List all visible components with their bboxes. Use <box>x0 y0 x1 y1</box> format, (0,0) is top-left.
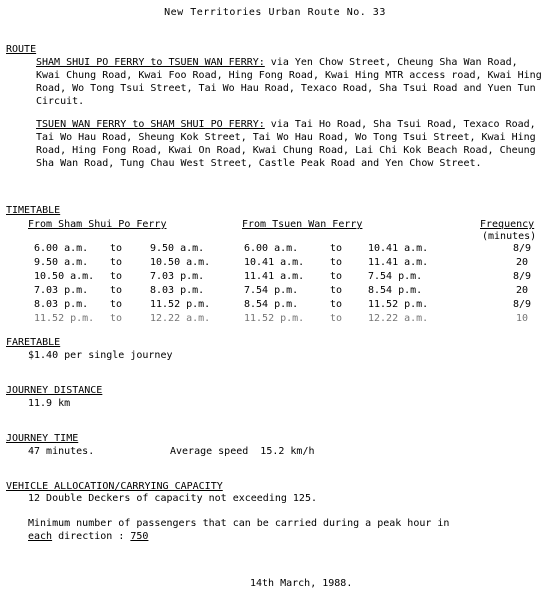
timetable-col-tsuen-wan: From Tsuen Wan Ferry <box>242 219 363 230</box>
journey-time-heading: JOURNEY TIME <box>6 433 79 444</box>
peak-capacity-text: Minimum number of passengers that can be carried during a peak hour in <box>28 518 450 529</box>
tw-end-time: 10.41 a.m. <box>368 243 429 254</box>
average-speed: Average speed 15.2 km/h <box>170 446 315 457</box>
vehicle-allocation: 12 Double Deckers of capacity not exceeding 125. <box>28 493 317 504</box>
ssp-to: to <box>110 285 123 296</box>
frequency-value: 20 <box>515 257 529 268</box>
ssp-start-time: 11.52 p.m. <box>34 313 95 324</box>
tw-end-time: 11.52 p.m. <box>368 299 429 310</box>
route-2-direction: TSUEN WAN FERRY to SHAM SHUI PO FERRY: <box>36 119 265 130</box>
timetable-col-sham-shui-po: From Sham Shui Po Ferry <box>28 219 167 230</box>
ssp-to: to <box>110 299 123 310</box>
timetable-row <box>0 256 550 270</box>
ssp-end-time: 12.22 a.m. <box>150 313 211 324</box>
tw-start-time: 11.41 a.m. <box>244 271 305 282</box>
ssp-end-time: 10.50 a.m. <box>150 257 211 268</box>
route-heading: ROUTE <box>6 44 37 55</box>
ssp-start-time: 6.00 a.m. <box>34 243 89 254</box>
each-word: each <box>28 531 53 542</box>
peak-capacity-line <box>28 530 148 543</box>
tw-start-time: 6.00 a.m. <box>244 243 299 254</box>
frequency-value: 8/9 <box>512 271 532 282</box>
route-paragraph-2 <box>36 118 546 170</box>
ssp-start-time: 10.50 a.m. <box>34 271 95 282</box>
page-title: New Territories Urban Route No. 33 <box>164 7 386 18</box>
timetable-row <box>0 242 550 256</box>
timetable-row <box>0 312 550 326</box>
ssp-end-time: 7.03 p.m. <box>150 271 205 282</box>
ssp-start-time: 8.03 p.m. <box>34 299 89 310</box>
timetable-row <box>0 270 550 284</box>
tw-end-time: 7.54 p.m. <box>368 271 423 282</box>
document-date: 14th March, 1988. <box>250 578 353 589</box>
peak-capacity-value: 750 <box>130 531 149 542</box>
route-paragraph-1 <box>36 56 546 108</box>
tw-to: to <box>330 257 343 268</box>
route-2-text: via Tai Ho Road, Sha Tsui Road, Texaco Road, Tai Wo Hau Road, Sheung Kok Street, Tai Wo Hau Road, Wo Tong Tsui Street, Kwai Hing Road, Hing Fong Road, Kwai On Road, Kwai Chung Road, Lai Chi Kok Beach Road, Cheung Sha Wan Road, Tung Chau West Street, Castle Peak Road and Yen Chow Street. <box>36 119 536 169</box>
frequency-value: 8/9 <box>512 299 532 310</box>
tw-end-time: 12.22 a.m. <box>368 313 429 324</box>
frequency-value: 8/9 <box>512 243 532 254</box>
ssp-end-time: 11.52 p.m. <box>150 299 211 310</box>
direction-text: direction : <box>52 531 131 542</box>
timetable-heading: TIMETABLE <box>6 205 61 216</box>
frequency-value: 10 <box>515 313 529 324</box>
ssp-to: to <box>110 313 123 324</box>
timetable-row <box>0 284 550 298</box>
frequency-value: 20 <box>515 285 529 296</box>
timetable-col-frequency-unit: (minutes) <box>482 231 537 242</box>
journey-time-value: 47 minutes. <box>28 446 95 457</box>
tw-start-time: 8.54 p.m. <box>244 299 299 310</box>
tw-to: to <box>330 285 343 296</box>
tw-start-time: 10.41 a.m. <box>244 257 305 268</box>
ssp-to: to <box>110 243 123 254</box>
distance-value: 11.9 km <box>28 398 71 409</box>
faretable-heading: FARETABLE <box>6 337 61 348</box>
ssp-to: to <box>110 271 123 282</box>
tw-to: to <box>330 313 343 324</box>
ssp-start-time: 7.03 p.m. <box>34 285 89 296</box>
route-1-text: via Yen Chow Street, Cheung Sha Wan Road, Kwai Chung Road, Kwai Foo Road, Hing Fong Road, Kwai Hing MTR access road, Kwai Hing Road, Wo Tong Tsui Street, Tai Wo Hau Road, Texaco Road, Sha Tsui Road and Yuen Tun Circuit. <box>36 57 542 107</box>
tw-end-time: 11.41 a.m. <box>368 257 429 268</box>
tw-to: to <box>330 299 343 310</box>
route-1-direction: SHAM SHUI PO FERRY to TSUEN WAN FERRY: <box>36 57 265 68</box>
ssp-end-time: 8.03 p.m. <box>150 285 205 296</box>
timetable-row <box>0 298 550 312</box>
vehicle-heading: VEHICLE ALLOCATION/CARRYING CAPACITY <box>6 481 223 492</box>
tw-to: to <box>330 243 343 254</box>
tw-end-time: 8.54 p.m. <box>368 285 423 296</box>
fare-value: $1.40 per single journey <box>28 350 173 361</box>
tw-start-time: 7.54 p.m. <box>244 285 299 296</box>
distance-heading: JOURNEY DISTANCE <box>6 385 103 396</box>
ssp-end-time: 9.50 a.m. <box>150 243 205 254</box>
tw-start-time: 11.52 p.m. <box>244 313 305 324</box>
ssp-start-time: 9.50 a.m. <box>34 257 89 268</box>
ssp-to: to <box>110 257 123 268</box>
timetable-col-frequency: Frequency <box>480 219 535 230</box>
tw-to: to <box>330 271 343 282</box>
